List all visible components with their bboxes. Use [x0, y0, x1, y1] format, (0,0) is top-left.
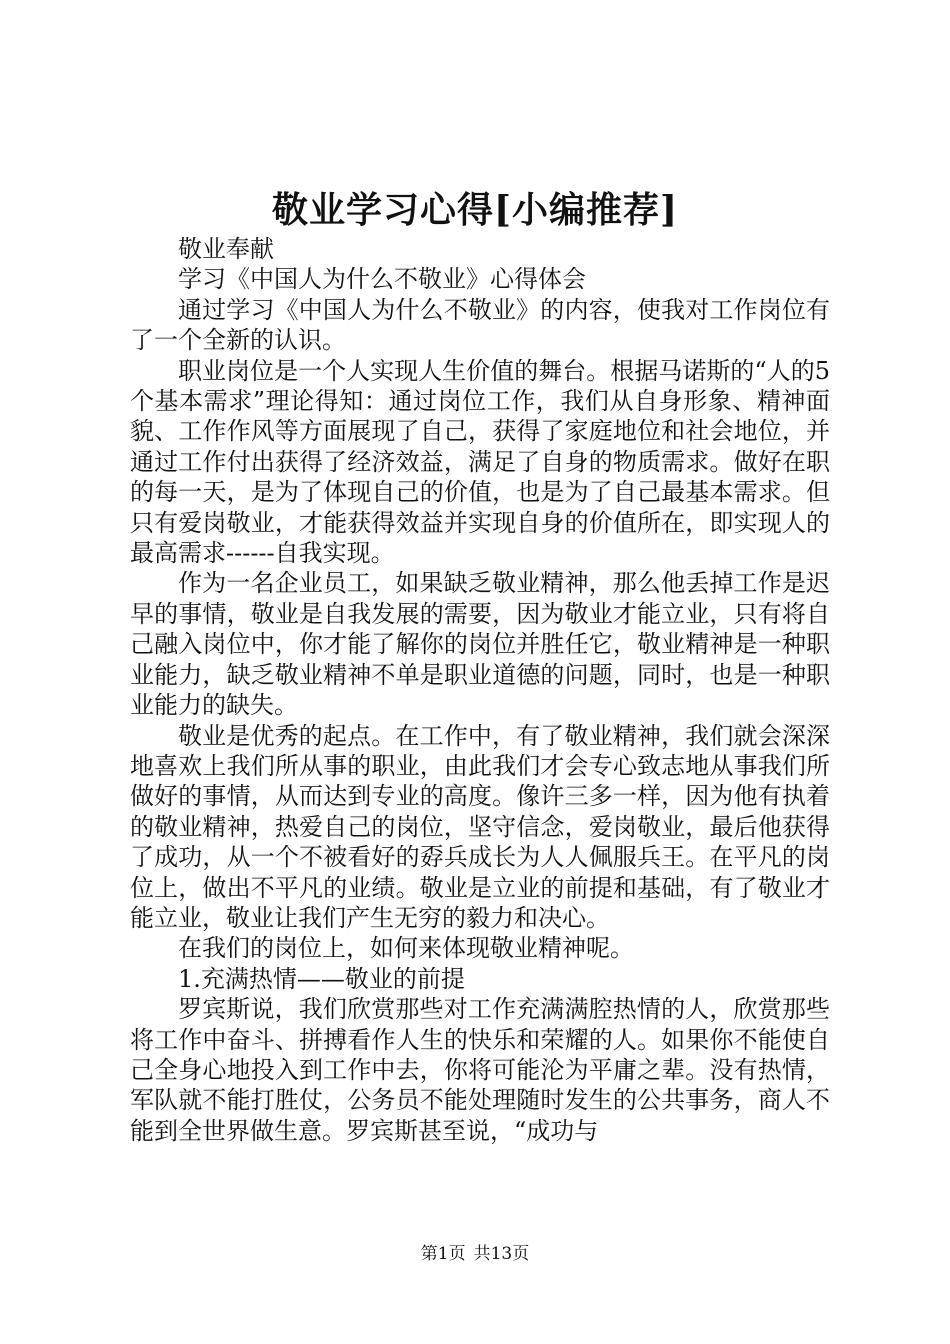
- paragraph: 职业岗位是一个人实现人生价值的舞台。根据马诺斯的“人的5个基本需求”理论得知：通过岗位工作，我们从自身形象、精神面貌、工作作风等方面展现了自己，获得了家庭地位和社会地位，并通过工作付出获得了经济效益，满足了自身的物质需求。做好在职的每一天，是为了体现自己的价值，也是为了自己最基本需求。但只有爱岗敬业，才能获得效益并实现自身的价值所在，即实现人的最高需求------自我实现。: [130, 356, 830, 568]
- document-body: [130, 234, 830, 1146]
- list-heading: 1.充满热情——敬业的前提: [178, 964, 465, 993]
- document-title: 敬业学习心得[小编推荐]: [271, 189, 679, 231]
- paragraph: 通过学习《中国人为什么不敬业》的内容，使我对工作岗位有了一个全新的认识。: [130, 295, 830, 355]
- paragraph: 罗宾斯说，我们欣赏那些对工作充满满腔热情的人，欣赏那些将工作中奋斗、拼搏看作人生的快乐和荣耀的人。如果你不能使自己全身心地投入到工作中去，你将可能沦为平庸之辈。没有热情，军队就不能打胜仗，公务员不能处理随时发生的公共事务，商人不能到全世界做生意。罗宾斯甚至说，“成功与: [130, 995, 830, 1145]
- paragraph: 敬业是优秀的起点。在工作中，有了敬业精神，我们就会深深地喜欢上我们所从事的职业，由此我们才会专心致志地从事我们所做好的事情，从而达到专业的高度。像许三多一样，因为他有执着的敬业精神，热爱自己的岗位，坚守信念，爱岗敬业，最后他获得了成功，从一个不被看好的孬兵成长为人人佩服兵王。在平凡的岗位上，做出不平凡的业绩。敬业是立业的前提和基础，有了敬业才能立业，敬业让我们产生无穷的毅力和决心。: [130, 721, 830, 932]
- paragraph: 在我们的岗位上，如何来体现敬业精神呢。: [178, 934, 634, 963]
- page-number: 第1页: [420, 1244, 466, 1264]
- paragraph: 作为一名企业员工，如果缺乏敬业精神，那么他丢掉工作是迟早的事情，敬业是自我发展的需要，因为敬业才能立业，只有将自己融入岗位中，你才能了解你的岗位并胜任它，敬业精神是一种职业能力，缺乏敬业精神不单是职业道德的问题，同时，也是一种职业能力的缺失。: [130, 569, 830, 720]
- subtitle: 学习《中国人为什么不敬业》心得体会: [178, 265, 586, 294]
- page-total: 共13页: [473, 1244, 530, 1264]
- page-footer: [0, 1243, 950, 1265]
- section-heading: 敬业奉献: [178, 235, 274, 263]
